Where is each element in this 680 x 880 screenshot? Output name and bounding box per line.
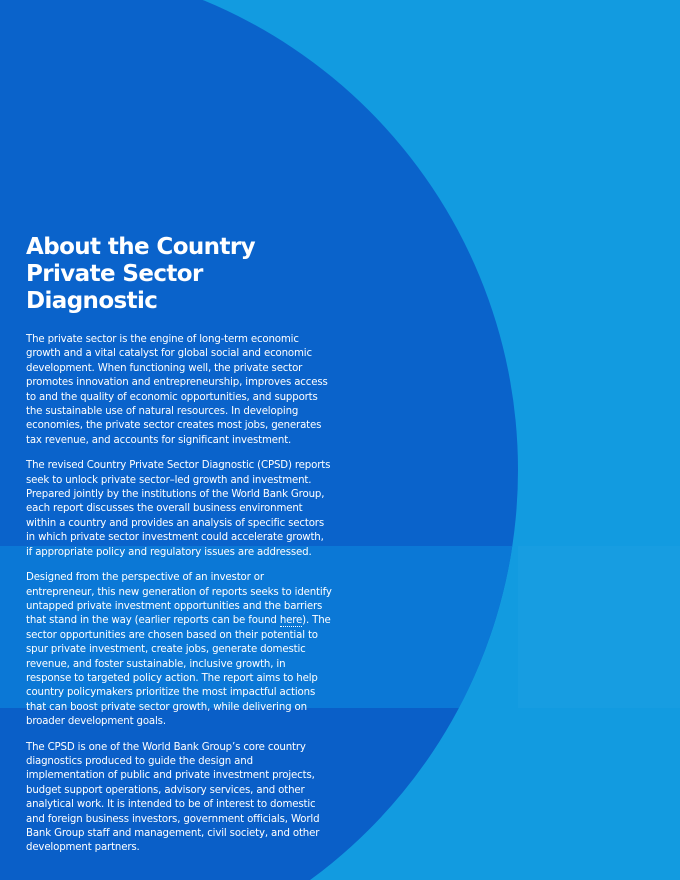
paragraph-investor-perspective [26,571,332,729]
paragraph-text-start: Designed from the perspective of an investor or entrepreneur, this new generation of reports seeks to identify untapped private investment opportunities and the barriers that stand in the way (earlier reports can be found [26,572,332,627]
paragraph-text-end: ). The sector opportunities are chosen based on their potential to spur private investment, create jobs, generate domestic revenue, and foster sustainable, inclusive growth, in response to targeted policy action. The report aims to help country policymakers prioritize the most impactful actions that can boost private sector growth, while delivering on broader development goals. [26,615,331,728]
section-heading: About the Country Private Sector Diagnostic [26,234,255,314]
paragraph-cpsd-reports: The revised Country Private Sector Diagnostic (CPSD) reports seek to unlock private sector–led growth and investment. Prepared jointly by the institutions of the World Bank Group, each report discusses the overall business environment within a country and provides an analysis of specific sectors in which private sector investment could accelerate growth, if appropriate policy and regulatory issues are addressed. [26,460,331,558]
earlier-reports-link[interactable]: here [279,615,303,627]
right-band-stripe [518,546,680,708]
about-section [26,234,332,867]
paragraph-core-diagnostics: The CPSD is one of the World Bank Group’s core country diagnostics produced to guide the design and implementation of public and private investment projects, budget support operations, advisory services, and other analytical work. It is intended to be of interest to domestic and foreign business investors, government officials, World Bank Group staff and management, civil society, and other development partners. [26,741,320,854]
paragraph-private-sector: The private sector is the engine of long-term economic growth and a vital catalyst for global social and economic development. When functioning well, the private sector promotes innovation and entrepreneurship, improves access to and the quality of economic opportunities, and supports the sustainable use of natural resources. In developing economies, the private sector creates most jobs, generates tax revenue, and accounts for significant investment. [26,334,328,446]
